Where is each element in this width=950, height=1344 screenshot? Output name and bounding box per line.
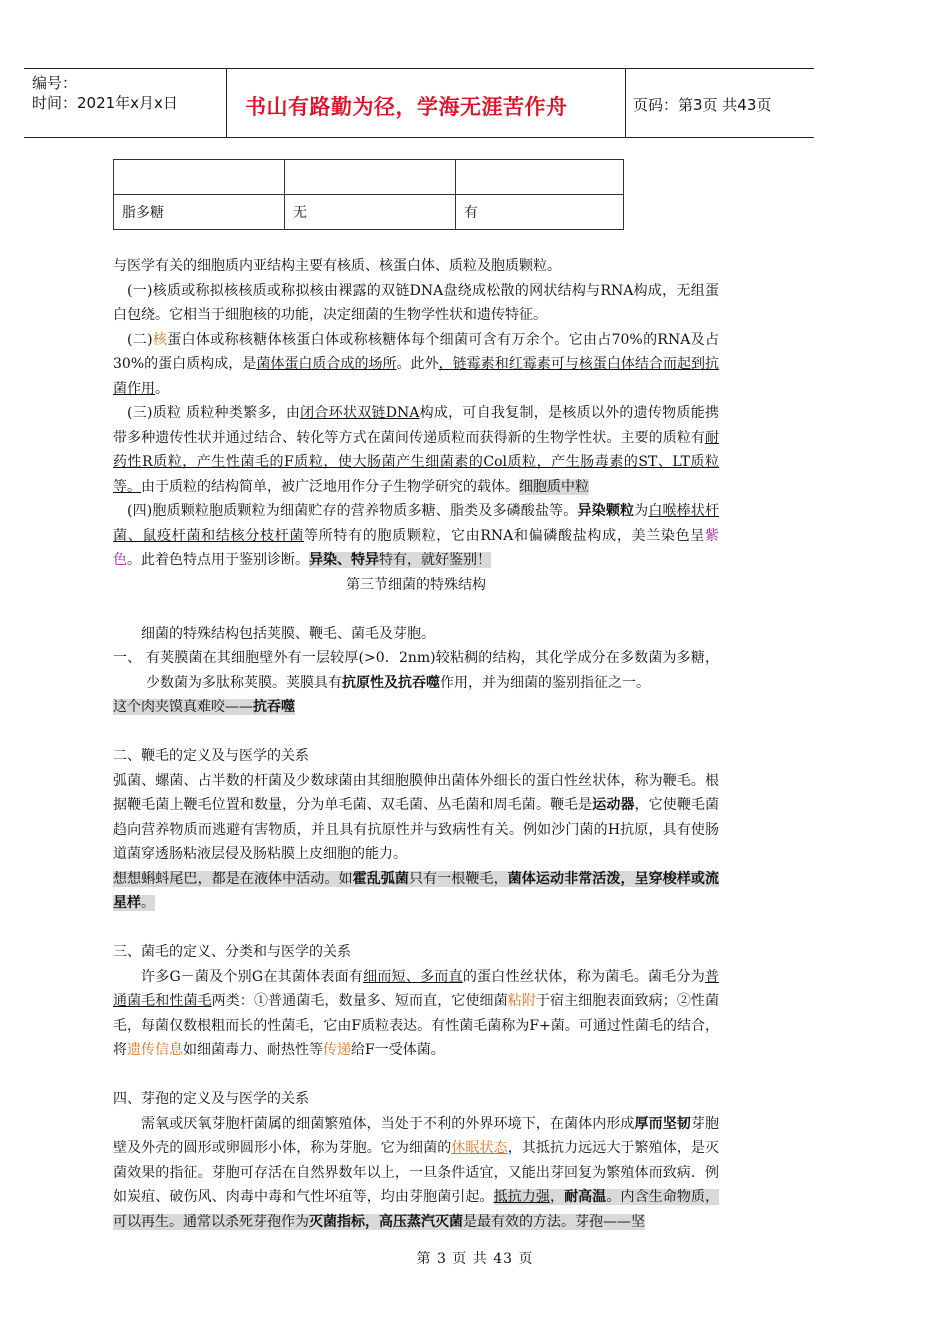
pili-paragraph bbox=[113, 965, 719, 1063]
text-run: ， bbox=[549, 1189, 565, 1205]
table-cell bbox=[456, 160, 624, 195]
text-run: 只有一根鞭毛， bbox=[409, 870, 508, 887]
text-run: 普通菌毛和性菌毛 bbox=[113, 968, 720, 1009]
text-run: 为 bbox=[634, 503, 649, 519]
text-run: 是最有效的方法。芽孢——坚 bbox=[463, 1213, 645, 1230]
text-run: 。此外 bbox=[396, 356, 439, 372]
text-run: 菌体蛋白质合成的场所 bbox=[256, 356, 397, 372]
flagella-paragraph bbox=[113, 769, 719, 867]
text-run: 等所特有的胞质颗粒，它由RNA和偏磷酸盐构成，美兰染色呈 bbox=[304, 527, 705, 544]
motto: 书山有路勤为径，学海无涯苦作舟 bbox=[245, 95, 568, 119]
text-run: (四)胞质颗粒胞质颗粒为细菌贮存的营养物质多糖、脂类及多磷酸盐等。 bbox=[127, 503, 578, 519]
flagella-note bbox=[113, 867, 719, 916]
text-run: 灭菌指标，高压蒸汽灭菌 bbox=[309, 1213, 463, 1230]
text-run: ，链霉素和红霉素可与核蛋白体结合而起到抗菌作用 bbox=[113, 356, 720, 397]
page-header bbox=[24, 68, 814, 138]
text-run: 耐药性R质粒，产生性菌毛的F质粒，使大肠菌产生细菌素的Col质粒，产生肠毒素的ST、LT质粒等。 bbox=[113, 429, 719, 495]
granule-paragraph bbox=[113, 499, 719, 573]
text-run: 休眠状态 bbox=[451, 1140, 508, 1156]
text-run: 蛋白体或称核糖体核蛋白体或称核糖体每个细菌可含有万余个。它由占70%的RNA及占30%的蛋白质构成，是 bbox=[113, 331, 719, 372]
text-run: 粘附 bbox=[507, 993, 536, 1009]
spore-heading: 四、芽孢的定义及与医学的关系 bbox=[113, 1091, 309, 1107]
intro-paragraph: 与医学有关的细胞质内亚结构主要有核质、核蛋白体、质粒及胞质颗粒。 bbox=[113, 258, 561, 274]
text-run: 白喉棒状杆菌、鼠疫杆菌和结核分枝杆菌 bbox=[113, 503, 720, 544]
comparison-table bbox=[113, 159, 624, 230]
text-run: 。 bbox=[141, 895, 155, 911]
text-run: 菌体运动非常活泼，呈穿梭样或流星样 bbox=[113, 870, 720, 911]
text-run: ，其抵抗力远远大于繁殖体，是灭菌效果的指征。芽胞可存活在自然界数年以上，一旦条件适宜，又能出芽回复为繁殖体而致病．例如炭疽、破伤风、肉毒中毒和气性坏疽等，均由芽胞菌引起。 bbox=[113, 1140, 720, 1205]
plasmid-paragraph bbox=[113, 401, 719, 499]
text-run: 细而短、多而直 bbox=[363, 968, 463, 985]
text-run: 异染、特异 bbox=[309, 552, 379, 568]
table-row bbox=[114, 195, 624, 230]
number-label: 编号： bbox=[32, 74, 78, 92]
text-run: 遗传信息 bbox=[127, 1042, 183, 1058]
text-run: 许多G－菌及个别G在其菌体表面有 bbox=[141, 968, 364, 985]
time-label: 时间：2021年x月x日 bbox=[32, 94, 178, 112]
table-cell: 无 bbox=[285, 195, 456, 230]
spore-paragraph bbox=[113, 1112, 719, 1235]
text-run: 特有，就好鉴别！ bbox=[379, 552, 491, 568]
text-run: 于宿主细胞表面致病；②性菌毛，每菌仅数根粗而长的性菌毛，它由F质粒表达。有性菌毛菌称为F+菌。可通过性菌毛的结合，将 bbox=[113, 993, 720, 1058]
page-label: 页码：第3页 共43页 bbox=[633, 96, 772, 114]
document-body bbox=[113, 254, 719, 1234]
text-run: 核 bbox=[152, 331, 168, 348]
header-motto-cell bbox=[226, 69, 626, 137]
text-run: (二) bbox=[127, 331, 153, 348]
text-run: 构成，可自我复制，是核质以外的遗传物质能携带多种遗传性状并通过结合、转化等方式在菌间传递质粒而获得新的生物学性状。主要的质粒有 bbox=[113, 405, 719, 446]
text-run: 一、 bbox=[113, 650, 142, 666]
text-run: 。内含生命物质，可以再生。通常以杀死芽孢作为 bbox=[113, 1189, 720, 1230]
text-run: 运动器 bbox=[592, 797, 635, 813]
text-run: 弧菌、螺菌、占半数的杆菌及少数球菌由其细胞膜伸出菌体外细长的蛋白性丝状体，称为鞭毛。根据鞭毛菌上鞭毛位置和数量，分为单毛菌、双毛菌、丛毛菌和周毛菌。鞭毛是 bbox=[113, 772, 719, 813]
table-cell: 脂多糖 bbox=[114, 195, 285, 230]
text-run: 两类：①普通菌毛，数量多、短而直，它使细菌 bbox=[211, 993, 508, 1009]
text-run: 有荚膜菌在其细胞壁外有一层较厚(>0．2nm)较粘稠的结构，其化学成分在多数菌为多糖，少数菌为多肽称荚膜。荚膜具有 bbox=[141, 650, 719, 691]
text-run: 给F一受体菌。 bbox=[351, 1042, 445, 1058]
text-run: 抵抗力强 bbox=[493, 1189, 550, 1205]
text-run: 抗吞噬 bbox=[253, 699, 295, 715]
table-row bbox=[114, 160, 624, 195]
text-run: 厚而坚韧 bbox=[634, 1115, 691, 1132]
header-page-cell bbox=[625, 69, 814, 137]
flagella-heading: 二、鞭毛的定义及与医学的关系 bbox=[113, 748, 309, 764]
text-run: 。此着色特点用于鉴别诊断。 bbox=[127, 552, 309, 568]
capsule-paragraph bbox=[113, 646, 719, 695]
capsule-note bbox=[113, 695, 719, 720]
table-cell: 有 bbox=[456, 195, 624, 230]
special-structures-intro: 细菌的特殊结构包括荚膜、鞭毛、菌毛及芽胞。 bbox=[141, 625, 435, 642]
text-run: 抗原性及抗吞噬 bbox=[342, 674, 440, 691]
ribosome-paragraph bbox=[113, 328, 719, 402]
text-run: 耐高温 bbox=[564, 1189, 607, 1205]
header-meta bbox=[24, 69, 226, 137]
text-run: 紫色 bbox=[113, 527, 719, 568]
text-run: 这个肉夹馍真难咬—— bbox=[113, 699, 253, 715]
nucleoid-paragraph: (一)核质或称拟核核质或称拟核由裸露的双链DNA盘绕成松散的网状结构与RNA构成，无组蛋白包绕。它相当于细胞核的功能，决定细菌的生物学性状和遗传特征。 bbox=[113, 282, 719, 323]
text-run: 作用，并为细菌的鉴别指征之一。 bbox=[440, 674, 650, 691]
page-footer: 第 3 页 共 43 页 bbox=[416, 1251, 534, 1267]
text-run: 细胞质中粒 bbox=[519, 478, 589, 495]
text-run: 想想蝌蚪尾巴，都是在液体中活动。如 bbox=[113, 870, 353, 887]
text-run: 。 bbox=[155, 380, 169, 397]
text-run: (三)质粒 质粒种类繁多，由 bbox=[127, 405, 301, 421]
text-run: 霍乱弧菌 bbox=[352, 870, 410, 887]
pili-heading: 三、菌毛的定义、分类和与医学的关系 bbox=[113, 944, 351, 960]
text-run: 闭合环状双链DNA bbox=[300, 405, 420, 421]
text-run: 传递 bbox=[323, 1042, 351, 1058]
text-run: 的蛋白性丝状体，称为菌毛。菌毛分为 bbox=[462, 968, 706, 985]
text-run: 需氧或厌氧芽胞杆菌属的细菌繁殖体，当处于不利的外界环境下，在菌体内形成 bbox=[141, 1115, 635, 1132]
section-title: 第三节细菌的特殊结构 bbox=[346, 576, 486, 593]
text-run: 异染颗粒 bbox=[577, 503, 635, 519]
text-run: ，它使鞭毛菌趋向营养物质而逃避有害物质，并且具有抗原性并与致病性有关。例如沙门菌的H抗原，具有使肠道菌穿透肠粘液层侵及肠粘膜上皮细胞的能力。 bbox=[113, 797, 720, 862]
text-run: 由于质粒的结构简单，被广泛地用作分子生物学研究的载体。 bbox=[141, 478, 519, 495]
text-run: 如细菌毒力、耐热性等 bbox=[183, 1042, 323, 1058]
table-cell bbox=[114, 160, 285, 195]
table-cell bbox=[285, 160, 456, 195]
text-run: 芽胞壁及外壳的圆形或卵圆形小体，称为芽胞。它为细菌的 bbox=[113, 1115, 720, 1156]
